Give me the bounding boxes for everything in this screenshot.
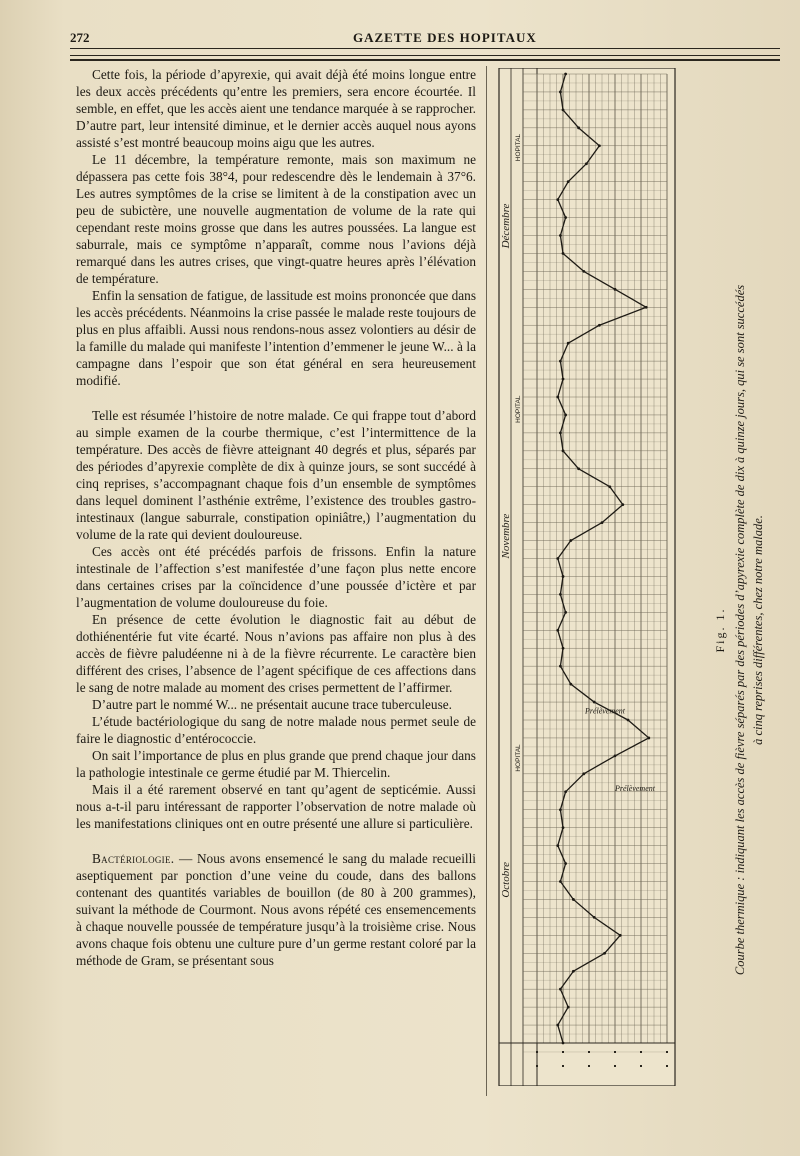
temperature-point [562,108,565,111]
paragraph: Cette fois, la période d’apyrexie, qui avait déjà été moins longue entre les deux accès précédents qu’entre les premiers, sera encore écourtée. Il semble, en effet, que les accès aient une tendance marquée à se rapprocher. D’autre part, leur intensité diminue, et le dernier accès auquel nous ayons assisté s’est montré beaucoup moins aigu que les autres. [76,67,476,150]
temperature-point [564,73,567,76]
temperature-point [556,1024,559,1027]
temperature-point [562,647,565,650]
temperature-point [593,916,596,919]
page-number: 272 [70,30,90,45]
temperature-point [614,288,617,291]
tick-mark [588,1065,590,1067]
bacteriology-paragraph [76,850,476,969]
temperature-point [559,880,562,883]
temperature-point [559,431,562,434]
temperature-point [556,396,559,399]
temperature-point [559,665,562,668]
temperature-point [559,593,562,596]
temperature-point [567,342,570,345]
temperature-chart [497,68,677,1086]
caption-line-2: à cinq reprises différentes, chez notre malade. [751,515,765,745]
temperature-point [608,485,611,488]
paragraph: Le 11 décembre, la température remonte, mais son maximum ne dépassera pas cette fois 38°4, pour redescendre dès le lendemain à 37°6. Les autres symptômes de la crise se limitent à de la constipation avec un peu de subictère, une nouvelle augmentation de volume de la rate qui cependant reste moins grosse que dans les autres poussées. La langue est saburrale, mais ce symptôme n’apparaît, comme nous l’avions déjà remarqué dans les autres crises, que vingt-quatre heures après l’élévation de température. [76,152,476,286]
page-header [70,28,775,48]
temperature-point [559,808,562,811]
section-heading: Bactériologie. [92,851,175,866]
temperature-chart-svg [497,68,677,1086]
paragraph: Telle est résumée l’histoire de notre malade. Ce qui frappe tout d’abord au simple examen de la courbe thermique, c’est l’intermittence de la température. Des accès de fièvre atteignant 40 degrés et plus, séparés par des périodes d’apyrexie complète de dix à quinze jours, se sont succédé à cinq reprises, s’accompagnant chaque fois d’un ensemble de symptômes dans lequel dominent l’asthénie extrême, l’existence des troubles gastro-intestinaux (langue saburrale, constipation opiniâtre,) l’augmentation du volume de la rate qui devient douloureuse. [76,408,476,542]
temperature-point [559,234,562,237]
section-label: HOPITAL [515,395,522,423]
temperature-point [562,378,565,381]
paragraph: L’étude bactériologique du sang de notre malade nous permet seule de faire le diagnostic d’entérococcie. [76,714,476,746]
temperature-point [556,198,559,201]
section-label: HOPITAL [515,744,522,772]
tick-mark [536,1051,538,1053]
temperature-point [645,306,648,309]
tick-mark [562,1065,564,1067]
temperature-point [593,701,596,704]
month-label: Novembre [500,513,512,559]
temperature-point [564,611,567,614]
temperature-point [559,360,562,363]
temperature-point [556,844,559,847]
temperature-point [559,988,562,991]
temperature-point [572,970,575,973]
temperature-point [556,557,559,560]
annotation-label: Prélèvement [585,706,625,716]
temperature-point [621,503,624,506]
paragraph: Ces accès ont été précédés parfois de frissons. Enfin la nature intestinale de l’affection s’est manifestée d’une façon plus nette encore dans certaines crises par la coïncidence d’une poussée d’ictère et par l’augmentation de volume douloureuse du foie. [76,544,476,610]
temperature-point [562,252,565,255]
temperature-point [601,521,604,524]
temperature-point [564,862,567,865]
chart-frame [499,68,675,1086]
temperature-point [564,216,567,219]
temperature-point [569,539,572,542]
article-text-column [76,66,476,1096]
temperature-point [582,270,585,273]
tick-mark [666,1051,668,1053]
temperature-point [627,719,630,722]
caption-line-1: Courbe thermique : indiquant les accès de fièvre séparés par des périodes d’apyrexie complète de dix à quinze jours, qui se sont succédés [733,284,747,976]
figure-label: Fig. 1. [713,607,727,653]
header-rule [70,59,780,61]
paragraph: On sait l’importance de plus en plus grande que prend chaque jour dans la pathologie intestinale ce germe étudié par M. Thiercelin. [76,748,476,780]
temperature-point [598,324,601,327]
tick-mark [614,1065,616,1067]
section-label: HOPITAL [515,133,522,162]
temperature-point [562,826,565,829]
temperature-point [564,414,567,417]
temperature-point [577,126,580,129]
temperature-point [647,737,650,740]
temperature-point [582,772,585,775]
tick-mark [588,1051,590,1053]
paragraph: Enfin la sensation de fatigue, de lassitude est moins prononcée que dans les accès précédents. Néanmoins la crise passée le malade reste toujours de plus en plus affaibli. Aussi nous rendons-nous assez volontiers au désir de la famille du malade qui manifeste l’intention d’emmener le jeune W... à la campagne dans l’espoir que son état général en sera heureusement modifié. [76,288,476,388]
temperature-point [562,449,565,452]
header-rule [70,55,780,56]
temperature-point [559,91,562,94]
tick-mark [640,1051,642,1053]
temperature-point [562,575,565,578]
tick-mark [562,1051,564,1053]
temperature-point [603,952,606,955]
temperature-point [556,629,559,632]
temperature-point [614,754,617,757]
journal-title: GAZETTE DES HOPITAUX [353,30,537,45]
temperature-point [585,162,588,165]
temperature-point [577,467,580,470]
temperature-point [598,144,601,147]
tick-mark [666,1065,668,1067]
tick-mark [614,1051,616,1053]
paragraph: En présence de cette évolution le diagnostic fait au début de dothiénentérie fut vite écarté. Nous n’avions pas affaire non plus à des accès de fièvre paludéenne ni à de la fièvre récurrente. Le caractère bien différent des crises, l’absence de l’agent spécifique de ces affections dans le sang de notre malade au moment des crises permettent de l’affirmer. [76,612,476,695]
annotation-label: Prélèvement [615,784,655,794]
month-label: Octobre [500,862,512,898]
tick-mark [536,1065,538,1067]
temperature-point [564,790,567,793]
temperature-point [562,1042,565,1045]
paragraph-text: — Nous avons ensemencé le sang du malade recueilli aseptiquement par ponction d’une veine du coude, dans des ballons contenant des quantités variables de bouillon (de 80 à 200 grammes), suivant la méthode de Courmont. Nous avons répété ces ensemencements à chaque nouvelle poussée de température jusqu’à la troisième crise. Nous avons chaque fois obtenu une culture pure d’un germe restant coloré par la méthode de Gram, se présentant sous [76,851,476,968]
column-divider [486,66,487,1096]
temperature-point [572,898,575,901]
paragraph: D’autre part le nommé W... ne présentait aucune trace tuberculeuse. [92,697,452,712]
month-label: Décembre [500,203,512,249]
figure-caption [695,230,765,1030]
tick-mark [640,1065,642,1067]
temperature-point [567,180,570,183]
temperature-point [567,1006,570,1009]
temperature-point [569,683,572,686]
header-rule [70,48,780,49]
temperature-point [619,934,622,937]
paragraph: Mais il a été rarement observé en tant qu’agent de septicémie. Aussi nous a-t-il paru intéressant de rapporter l’observation de notre malade où les manifestations cliniques ont en outre présenté une allure si particulière. [76,782,476,831]
